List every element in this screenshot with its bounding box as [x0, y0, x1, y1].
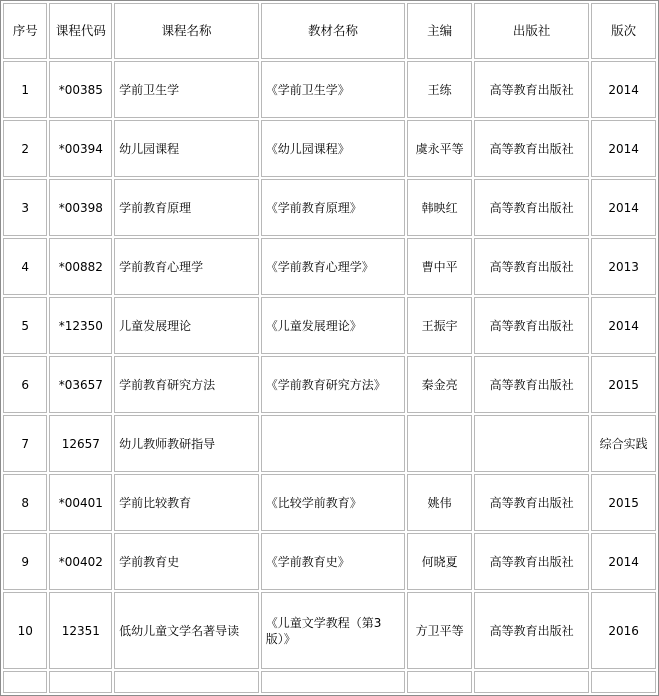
editor-name: 韩映红	[407, 179, 472, 236]
editor-name	[407, 415, 472, 472]
edition-year: 2015	[591, 474, 656, 531]
header-publisher: 出版社	[474, 3, 589, 59]
row-no: 4	[3, 238, 47, 295]
textbook-name	[261, 415, 406, 472]
course-code: *00394	[49, 120, 112, 177]
editor-name: 曹中平	[407, 238, 472, 295]
publisher-name: 高等教育出版社	[474, 61, 589, 118]
table-row	[3, 415, 656, 472]
edition-year: 2013	[591, 238, 656, 295]
course-code: *00882	[49, 238, 112, 295]
table-row	[3, 179, 656, 236]
edition-year: 综合实践	[591, 415, 656, 472]
publisher-name: 高等教育出版社	[474, 474, 589, 531]
row-no: 9	[3, 533, 47, 590]
row-no: 6	[3, 356, 47, 413]
publisher-name: 高等教育出版社	[474, 356, 589, 413]
row-no: 2	[3, 120, 47, 177]
course-code: *12350	[49, 297, 112, 354]
empty-cell	[49, 671, 112, 693]
table-row	[3, 533, 656, 590]
empty-cell	[474, 671, 589, 693]
course-code: *00401	[49, 474, 112, 531]
edition-year: 2014	[591, 179, 656, 236]
course-code: *00398	[49, 179, 112, 236]
publisher-name: 高等教育出版社	[474, 592, 589, 669]
header-course: 课程名称	[114, 3, 259, 59]
textbook-name: 《儿童发展理论》	[261, 297, 406, 354]
row-no: 3	[3, 179, 47, 236]
course-name: 学前教育心理学	[114, 238, 259, 295]
editor-name: 王练	[407, 61, 472, 118]
publisher-name: 高等教育出版社	[474, 120, 589, 177]
publisher-name: 高等教育出版社	[474, 297, 589, 354]
course-name: 学前教育原理	[114, 179, 259, 236]
header-row	[3, 3, 656, 59]
course-code: *03657	[49, 356, 112, 413]
table-row	[3, 356, 656, 413]
textbook-name: 《学前教育研究方法》	[261, 356, 406, 413]
textbook-name: 《学前卫生学》	[261, 61, 406, 118]
header-edition: 版次	[591, 3, 656, 59]
empty-cell	[591, 671, 656, 693]
editor-name: 何晓夏	[407, 533, 472, 590]
empty-cell	[261, 671, 406, 693]
header-editor: 主编	[407, 3, 472, 59]
table-row	[3, 120, 656, 177]
course-code: *00385	[49, 61, 112, 118]
empty-cell	[114, 671, 259, 693]
empty-cell	[407, 671, 472, 693]
table-row	[3, 474, 656, 531]
table-row	[3, 297, 656, 354]
course-code: *00402	[49, 533, 112, 590]
table-row-cut-off	[3, 671, 656, 693]
course-name: 低幼儿童文学名著导读	[114, 592, 259, 669]
row-no: 1	[3, 61, 47, 118]
publisher-name: 高等教育出版社	[474, 533, 589, 590]
header-no: 序号	[3, 3, 47, 59]
row-no: 7	[3, 415, 47, 472]
course-name: 学前卫生学	[114, 61, 259, 118]
textbook-name: 《学前教育史》	[261, 533, 406, 590]
edition-year: 2014	[591, 297, 656, 354]
course-name: 学前比较教育	[114, 474, 259, 531]
table-row	[3, 238, 656, 295]
editor-name: 方卫平等	[407, 592, 472, 669]
row-no: 8	[3, 474, 47, 531]
textbook-name: 《学前教育心理学》	[261, 238, 406, 295]
course-name: 儿童发展理论	[114, 297, 259, 354]
course-name: 幼儿园课程	[114, 120, 259, 177]
header-textbook: 教材名称	[261, 3, 406, 59]
edition-year: 2014	[591, 533, 656, 590]
editor-name: 姚伟	[407, 474, 472, 531]
course-name: 幼儿教师教研指导	[114, 415, 259, 472]
table-row	[3, 592, 656, 669]
textbook-name: 《学前教育原理》	[261, 179, 406, 236]
editor-name: 虞永平等	[407, 120, 472, 177]
table-row	[3, 61, 656, 118]
course-name: 学前教育史	[114, 533, 259, 590]
editor-name: 秦金亮	[407, 356, 472, 413]
edition-year: 2016	[591, 592, 656, 669]
editor-name: 王振宇	[407, 297, 472, 354]
edition-year: 2014	[591, 61, 656, 118]
empty-cell	[3, 671, 47, 693]
course-code: 12657	[49, 415, 112, 472]
course-code: 12351	[49, 592, 112, 669]
publisher-name: 高等教育出版社	[474, 238, 589, 295]
edition-year: 2015	[591, 356, 656, 413]
row-no: 10	[3, 592, 47, 669]
course-name: 学前教育研究方法	[114, 356, 259, 413]
row-no: 5	[3, 297, 47, 354]
publisher-name: 高等教育出版社	[474, 179, 589, 236]
textbook-name: 《幼儿园课程》	[261, 120, 406, 177]
edition-year: 2014	[591, 120, 656, 177]
header-code: 课程代码	[49, 3, 112, 59]
textbook-name: 《比较学前教育》	[261, 474, 406, 531]
textbook-name: 《儿童文学教程（第3版）》	[261, 592, 406, 669]
publisher-name	[474, 415, 589, 472]
